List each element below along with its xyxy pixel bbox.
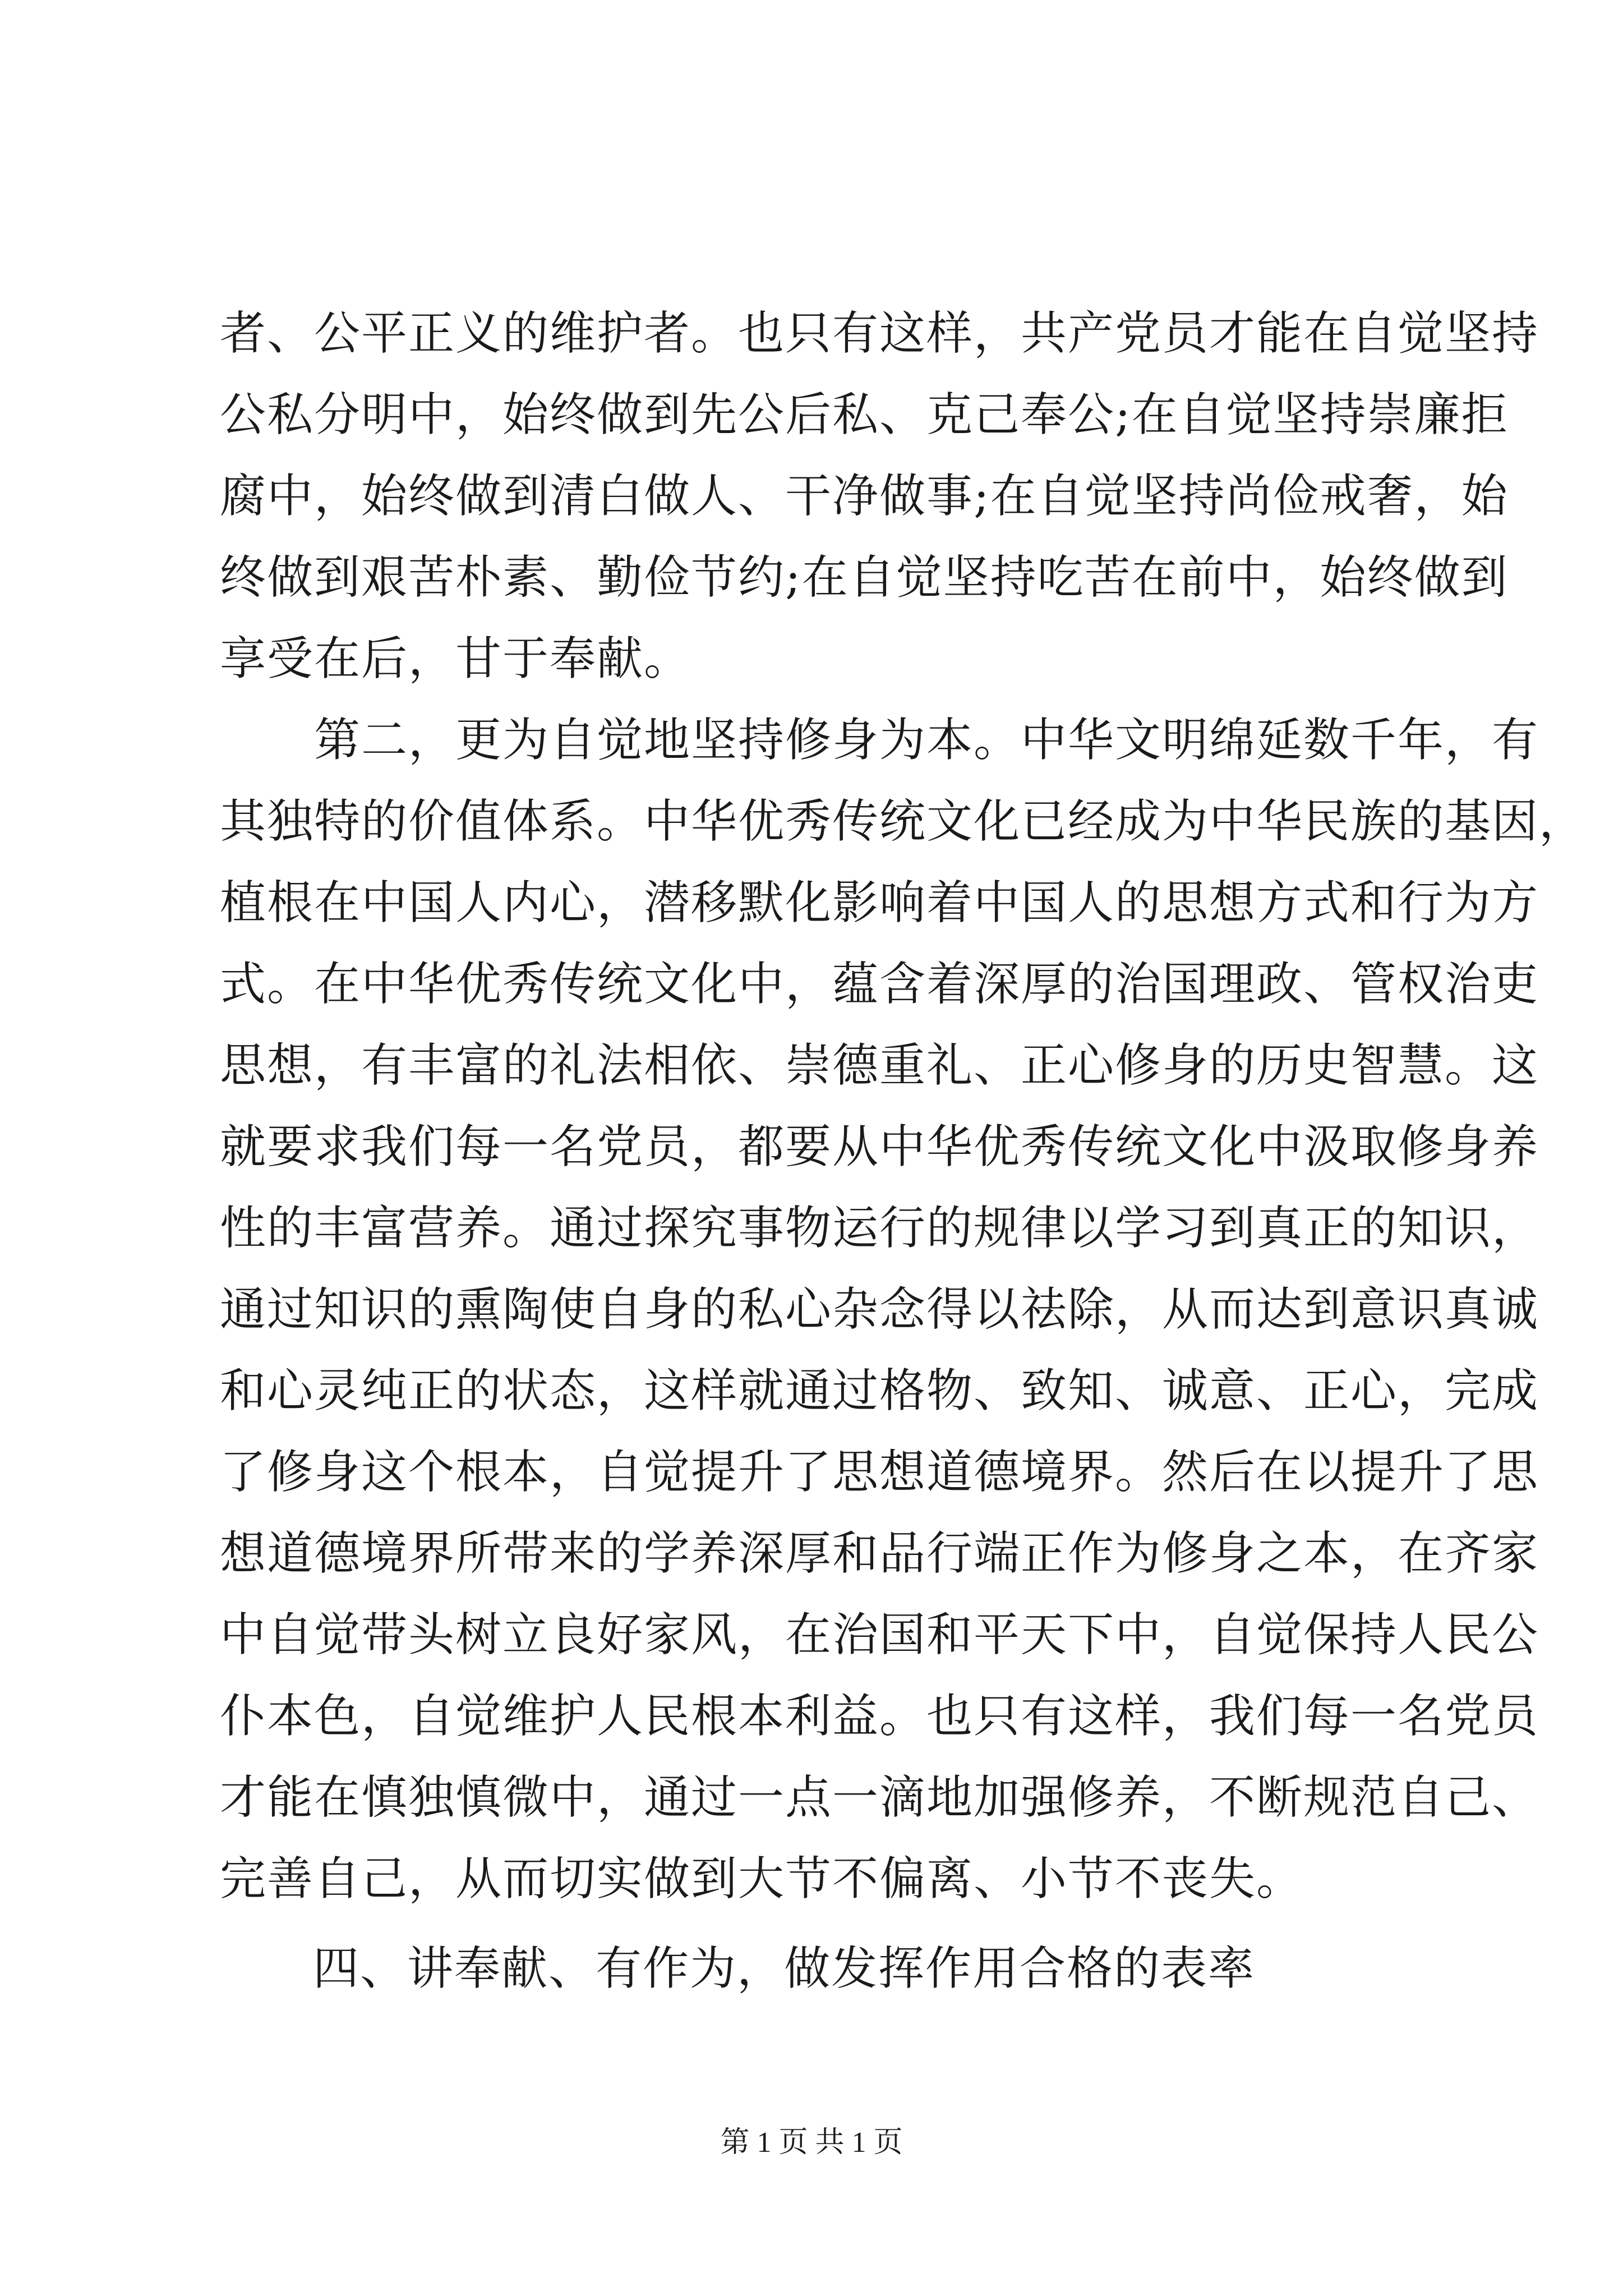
text-line: 和心灵纯正的状态，这样就通过格物、致知、诚意、正心，完成 [220, 1364, 1539, 1418]
text-line: 想道德境界所带来的学养深厚和品行端正作为修身之本，在齐家 [220, 1527, 1539, 1580]
text-line: 了修身这个根本，自觉提升了思想道德境界。然后在以提升了思 [220, 1446, 1539, 1499]
text-line: 通过知识的熏陶使自身的私心杂念得以祛除，从而达到意识真诚 [220, 1283, 1539, 1336]
text-line: 第二，更为自觉地坚持修身为本。中华文明绵延数千年，有 [220, 714, 1539, 767]
text-line: 就要求我们每一名党员，都要从中华优秀传统文化中汲取修身养 [220, 1120, 1539, 1174]
page-number-footer: 第 1 页 共 1 页 [720, 2127, 903, 2159]
text-line: 仆本色，自觉维护人民根本利益。也只有这样，我们每一名党员 [220, 1690, 1539, 1743]
text-line: 植根在中国人内心，潜移默化影响着中国人的思想方式和行为方 [220, 876, 1539, 930]
text-line: 完善自己，从而切实做到大节不偏离、小节不丧失。 [220, 1852, 1304, 1906]
text-line: 才能在慎独慎微中，通过一点一滴地加强修养，不断规范自己、 [220, 1771, 1539, 1824]
text-line: 腐中，始终做到清白做人、干净做事;在自觉坚持尚俭戒奢，始 [220, 470, 1509, 523]
section-heading: 四、讲奉献、有作为，做发挥作用合格的表率 [313, 1942, 1256, 1995]
text-line: 性的丰富营养。通过探究事物运行的规律以学习到真正的知识， [220, 1202, 1539, 1255]
text-line: 式。在中华优秀传统文化中，蕴含着深厚的治国理政、管权治吏 [220, 958, 1539, 1011]
text-line: 其独特的价值体系。中华优秀传统文化已经成为中华民族的基因， [220, 795, 1587, 848]
text-line: 中自觉带头树立良好家风，在治国和平天下中，自觉保持人民公 [220, 1608, 1539, 1662]
text-line: 终做到艰苦朴素、勤俭节约;在自觉坚持吃苦在前中，始终做到 [220, 551, 1509, 604]
text-line: 思想，有丰富的礼法相依、崇德重礼、正心修身的历史智慧。这 [220, 1039, 1539, 1092]
text-line: 享受在后，甘于奉献。 [220, 632, 691, 685]
text-line: 者、公平正义的维护者。也只有这样，共产党员才能在自觉坚持 [220, 307, 1539, 360]
text-line: 公私分明中，始终做到先公后私、克己奉公;在自觉坚持崇廉拒 [220, 388, 1509, 441]
